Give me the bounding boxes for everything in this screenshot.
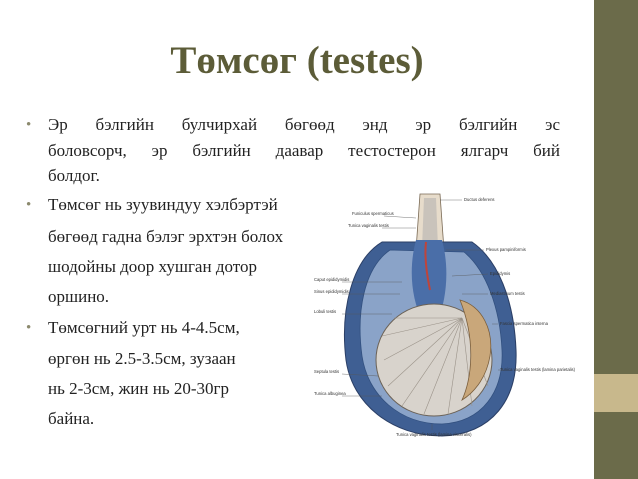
label-funiculus: Funiculus spermaticus — [352, 211, 394, 216]
label-septula: Septula testis — [314, 369, 340, 374]
bullet-dot: • — [26, 117, 32, 133]
bullet-3-line-2: өргөн нь 2.5-3.5см, зузаан — [48, 349, 236, 368]
bullet-2 — [26, 197, 48, 214]
bullet-3-line-3: нь 2-3см, жин нь 20-30гр — [48, 379, 229, 398]
bullet-1 — [26, 117, 48, 134]
label-epididymis: Epididymis — [490, 271, 511, 276]
label-fascia: Fascia spermatica interna — [500, 321, 548, 326]
bullet-3-line-4: байна. — [48, 409, 95, 428]
bullet-3-line-1: Төмсөгний урт нь 4-4.5см, — [48, 318, 240, 337]
testis-anatomy-illustration — [312, 190, 576, 442]
label-sinus: Sinus epididymidis — [314, 289, 349, 294]
bullet-1-line-3: болдог. — [48, 166, 100, 185]
slide-side-accent — [594, 374, 638, 412]
bullet-1-line-1: Эр бэлгийн булчирхай бөгөөд энд эр бэлгийн эс — [48, 115, 560, 134]
label-ductus-deferens: Ductus deferens — [464, 197, 495, 202]
testis-anatomy-drawing — [312, 190, 576, 442]
bullet-2-line-1: Төмсөг нь зуувиндуу хэлбэртэй — [48, 195, 278, 214]
label-caput: Caput epididymidis — [314, 277, 350, 282]
label-plexus: Plexus pampiniformis — [486, 247, 526, 252]
bullet-2-line-2: бөгөөд гадна бэлэг эрхтэн болох — [48, 227, 284, 246]
label-lobuli: Lobuli testis — [314, 309, 337, 314]
bullet-3 — [26, 320, 48, 337]
bullet-1-line-2: боловсорч, эр бэлгийн даавар тестостерон ялгарч бий — [48, 141, 560, 160]
bullet-dot: • — [26, 320, 32, 336]
label-tunica-visceral: Tunica vaginalis testis (lamina visceralis) — [396, 432, 472, 437]
bullet-2-line-3: шодойны доор хушган дотор — [48, 257, 257, 276]
bullet-dot: • — [26, 197, 32, 213]
label-tunica-parietal: Tunica vaginalis testis (lamina parietalis) — [500, 367, 576, 372]
label-tunica-albuginea: Tunica albuginea — [314, 391, 346, 396]
bullet-2-line-4: оршино. — [48, 287, 110, 306]
label-mediastinum: Mediastinum testis — [490, 291, 525, 296]
slide-title: Төмсөг (testes) — [170, 39, 424, 82]
label-tunica-vaginalis: Tunica vaginalis testis — [348, 223, 389, 228]
